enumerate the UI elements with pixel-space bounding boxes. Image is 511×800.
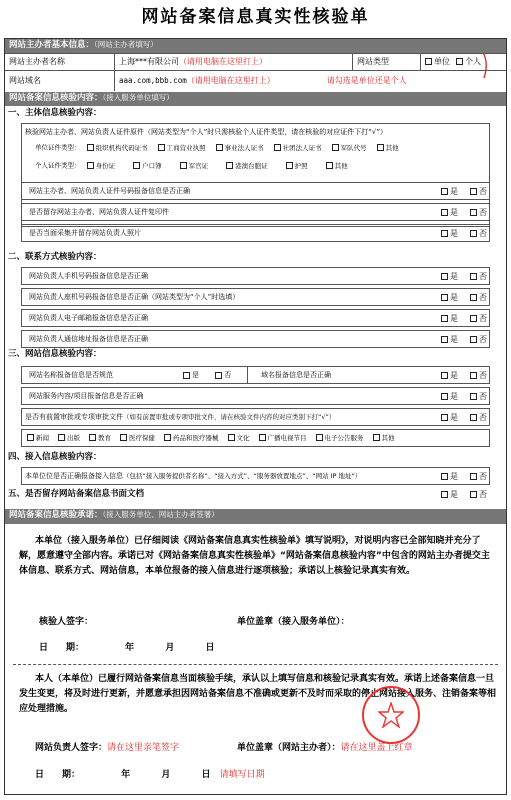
person-cert-label: 个人证件类型：: [35, 161, 81, 170]
option-label: 文化: [236, 433, 250, 442]
checkbox-icon: [332, 144, 339, 151]
option[interactable]: [470, 314, 487, 323]
option-label: 军队代号: [340, 143, 367, 152]
band-note: （接入服务单位、网站主办者签署）: [102, 510, 219, 519]
site-type-person[interactable]: [456, 57, 481, 66]
checkbox-icon: [470, 188, 477, 195]
option-label: 否: [479, 187, 487, 196]
band-note: （接入服务单位填写）: [102, 93, 174, 102]
option-label: 军官证: [188, 161, 209, 170]
checkbox-icon: [470, 273, 477, 280]
option-label: 医疗保健: [129, 433, 155, 442]
option[interactable]: [87, 162, 116, 170]
checkbox-icon: [441, 273, 448, 280]
website-heading: 三、网站信息核验内容：: [8, 349, 102, 359]
access-label: 本单位位是否正确报备接入信息: [25, 472, 123, 480]
option-label: 否: [479, 208, 487, 217]
checkbox-icon: [470, 393, 477, 400]
item-label: 是否留存网站主办者、网站负责人证件复印件: [29, 208, 169, 216]
band-label: 网站备案信息核验承诺：: [9, 510, 103, 520]
option[interactable]: [274, 144, 322, 152]
yes-no-choice[interactable]: [441, 272, 487, 281]
checkbox-icon: [470, 414, 477, 421]
checkbox-icon: [456, 58, 463, 65]
checkbox-icon: [441, 414, 448, 421]
site-type-check-hint: 请勾选是单位还是个人: [326, 76, 407, 86]
option-label: 否: [479, 335, 487, 344]
sponsor-name-field[interactable]: [115, 54, 353, 70]
category-options: [27, 434, 395, 442]
checkbox-icon: [183, 372, 190, 379]
option-label: 教育: [98, 433, 111, 442]
option[interactable]: [470, 293, 487, 302]
sponsor-info-band: [5, 39, 506, 53]
option[interactable]: [470, 229, 487, 238]
checkbox-icon: [228, 434, 235, 441]
option-label: 是: [450, 293, 458, 302]
month-label: 月: [165, 643, 175, 653]
yes-no-choice[interactable]: [441, 208, 487, 217]
option[interactable]: [216, 144, 264, 152]
option[interactable]: [441, 229, 458, 238]
option[interactable]: [441, 293, 458, 302]
site-type-label: 网站类型: [353, 54, 421, 70]
option-label: 是: [450, 335, 458, 344]
checkbox-icon: [470, 372, 477, 379]
month-label: 月: [161, 770, 171, 780]
option-label: 护照: [294, 161, 308, 170]
option-label: 是: [450, 187, 458, 196]
checkbox-icon: [441, 393, 448, 400]
option[interactable]: [226, 162, 268, 170]
service-yn[interactable]: [441, 392, 487, 401]
option-label: 身份证: [95, 161, 116, 170]
option-label: 药品和医疗器械: [173, 433, 219, 442]
site-type-unit[interactable]: [425, 57, 450, 66]
option-label: 否: [479, 229, 487, 238]
no-label: 否: [479, 472, 487, 481]
yes-no-choice[interactable]: [441, 314, 487, 323]
option[interactable]: [259, 434, 307, 442]
item-label: 网站负责人通信地址报备信息是否正确: [29, 335, 148, 343]
checkbox-icon: [470, 336, 477, 343]
option[interactable]: [164, 434, 219, 442]
yes-label: 是: [450, 392, 458, 401]
checkbox-icon: [373, 434, 380, 441]
unit-cert-options: [83, 144, 399, 152]
option-label: 事业法人证书: [224, 143, 264, 152]
option[interactable]: [332, 144, 367, 152]
checkbox-icon: [27, 434, 34, 441]
checkbox-icon: [377, 144, 384, 151]
dashed-separator: [13, 664, 498, 665]
yes-label: 是: [450, 472, 458, 481]
band-label: 网站备案信息核验内容：: [9, 93, 103, 103]
option-label: 其他: [334, 161, 348, 170]
no-label: 否: [479, 392, 487, 401]
domain-row: [5, 70, 506, 91]
yes-label: 是: [450, 371, 458, 380]
subject-heading: 一、主体信息核验内容：: [8, 108, 102, 118]
promise-band: [5, 509, 506, 524]
sponsor-promise: 本人（本单位）已履行网站备案信息当面核验手续，承认以上填写信息和核验记录真实有效。承诺上述备案信息一旦发生变更，将及时进行更新，并愿意承担因网站备案信息不准确或更新不及时而采取的停止网站接入服务、注销备案等相应处理措施。: [19, 674, 497, 714]
verification-content-band: [5, 92, 506, 106]
item-label: 网站主办者、网站负责人证件号码报备信息是否正确: [29, 187, 190, 195]
checkbox-icon: [326, 162, 333, 169]
option-label: 组织机构代码证书: [95, 143, 148, 152]
date-label: 日 期：: [39, 643, 85, 653]
approval-yn[interactable]: [441, 413, 487, 422]
sig1-date-row: [39, 643, 214, 653]
option-label: 否: [479, 272, 487, 281]
sponsor-seal-label: 单位盖章（网站主办者）：: [237, 743, 341, 753]
sponsor-seal-row[interactable]: [237, 743, 413, 753]
no-label: 否: [224, 371, 232, 379]
option-label: 否: [479, 314, 487, 323]
yes-label: 是: [450, 413, 458, 422]
checkbox-icon: [87, 162, 94, 169]
option-label: 是: [450, 208, 458, 217]
checkbox-icon: [259, 434, 266, 441]
page-title: 网站备案信息真实性核验单: [141, 7, 370, 27]
sponsor-name-label: 网站主办者名称: [5, 54, 115, 70]
access-yn[interactable]: [441, 472, 487, 481]
checkbox-icon: [470, 315, 477, 322]
domain-field[interactable]: [115, 71, 506, 91]
band-note: （网站主办者填写）: [94, 40, 158, 49]
year-label: 年: [125, 643, 135, 653]
subject-intro: 核验网站主办者、网站负责人证件原件（网站类型为“个人”时只需核验个人证件类型，请在核验的对应证件下打“√”）: [25, 128, 387, 136]
sponsor-seal-hint: 请在这里盖上红章: [340, 743, 413, 753]
option-label: 出版: [67, 433, 80, 442]
checkbox-icon: [164, 434, 171, 441]
paper-heading: 五、是否留存网站备案信息书面文档: [8, 489, 145, 499]
option[interactable]: [180, 162, 209, 170]
day-label: 日: [201, 770, 211, 780]
approval-label: 是否有前置审批或专项审批文件: [25, 413, 123, 421]
option-label: 户口簿: [142, 161, 162, 170]
checkbox-icon: [441, 294, 448, 301]
access-item: [25, 472, 361, 480]
checkbox-icon: [215, 372, 222, 379]
contact-heading: 二、联系方式核验内容：: [8, 252, 102, 262]
checkbox-icon: [441, 336, 448, 343]
option[interactable]: [120, 434, 155, 442]
option-label: 是: [450, 272, 458, 281]
checkbox-icon: [58, 434, 65, 441]
option-label: 电子公告服务: [324, 433, 364, 442]
option[interactable]: [470, 187, 487, 196]
access-provider-promise: 本单位（接入服务单位）已仔细阅读《网站备案信息真实性核验单》填写说明》，对说明内容已全部知晓并充分了解，愿意遵守全部内容。承诺已对《网站备案信息真实性核验单》“网站备案信息核验内容”中包含的网站主办者提交主体信息、联系方式、网站信息，本单位报备的接入信息进行逐项核验；承诺以上核验记录真实有效。: [19, 536, 490, 576]
access-heading: 四、接入信息核验内容：: [8, 452, 102, 462]
checkbox-icon: [441, 473, 448, 480]
option-label: 新闻: [36, 433, 49, 442]
checkbox-icon: [226, 162, 233, 169]
yes-label: 是: [192, 371, 199, 379]
option[interactable]: [89, 434, 111, 442]
option[interactable]: [158, 144, 206, 152]
approval-note: （如有前置审批或专项审批文件，请在核验文件内容的对应类别下打“√”）: [123, 413, 336, 421]
owner-signature-row[interactable]: [35, 743, 179, 753]
option-label: 工商营业执照: [166, 143, 206, 152]
item-label: 网站负责人电子邮箱报备信息是否正确: [29, 314, 148, 322]
item-label: 网站负责人座机号码报备信息是否正确（网站类型为“个人”时选填）: [29, 293, 240, 301]
checkbox-icon: [441, 491, 448, 498]
checkbox-icon: [316, 434, 323, 441]
checkbox-icon: [470, 473, 477, 480]
checkbox-icon: [441, 209, 448, 216]
checker-signature-label: 核验人签字：: [39, 617, 94, 627]
checkbox-icon: [470, 209, 477, 216]
option-label: 广播电视节目: [267, 433, 307, 442]
option[interactable]: [316, 434, 364, 442]
option-label: 是: [450, 314, 458, 323]
option[interactable]: [373, 434, 395, 442]
domain-yn[interactable]: [441, 371, 487, 380]
yes-no-choice[interactable]: [441, 187, 487, 196]
date-hint: 请填写日期: [219, 770, 265, 780]
no-label: 否: [479, 371, 487, 380]
yes-no-choice[interactable]: [441, 293, 487, 302]
checkbox-icon: [425, 58, 432, 65]
option[interactable]: [470, 272, 487, 281]
day-label: 日: [205, 643, 215, 653]
checkbox-icon: [216, 144, 223, 151]
unit-cert-label: 单位证件类型：: [35, 143, 81, 152]
site-type-options: [421, 54, 506, 70]
no-label: 否: [479, 490, 487, 499]
approval-item: [25, 413, 335, 421]
year-label: 年: [121, 770, 131, 780]
yes-label: 是: [450, 490, 458, 499]
option[interactable]: [470, 335, 487, 344]
option[interactable]: [470, 208, 487, 217]
paper-yn[interactable]: [441, 490, 487, 499]
yes-no-choice[interactable]: [441, 335, 487, 344]
checkbox-icon: [441, 188, 448, 195]
option[interactable]: [228, 434, 250, 442]
sig2-date-row[interactable]: [35, 770, 265, 780]
person-cert-options: [83, 162, 348, 170]
checkbox-icon: [441, 315, 448, 322]
access-note: （包括“接入服务提供者名称”、“接入方式”、“服务器放置地点”、“网站 IP 地址”）: [123, 472, 362, 480]
yes-no-choice[interactable]: [441, 229, 487, 238]
sponsor-name-row: [5, 53, 506, 70]
option[interactable]: [441, 208, 458, 217]
checkbox-icon: [274, 144, 281, 151]
checkbox-icon: [120, 434, 127, 441]
option[interactable]: [286, 162, 308, 170]
option-label: 其他: [385, 143, 399, 152]
option[interactable]: [441, 335, 458, 344]
divider: [247, 366, 248, 384]
checkbox-icon: [470, 294, 477, 301]
option-label: 否: [479, 293, 487, 302]
option[interactable]: [133, 162, 162, 170]
company-seal: [362, 686, 420, 744]
option-label: 单位: [434, 57, 450, 67]
domain-value: aaa.com,bbb.com: [119, 75, 187, 85]
checkbox-icon: [158, 144, 165, 151]
domain-label: 网站域名: [5, 71, 115, 91]
option-label: 社团法人证书: [282, 143, 322, 152]
option-label: 港澳台胞证: [235, 161, 268, 170]
checkbox-icon: [470, 491, 477, 498]
checkbox-icon: [441, 372, 448, 379]
sponsor-name-value: 上海***有限公司: [119, 57, 179, 67]
checkbox-icon: [441, 230, 448, 237]
option-label: 个人: [465, 57, 481, 67]
sponsor-name-hint: （请用电脑在这里打上）: [179, 57, 267, 67]
checkbox-icon: [89, 434, 96, 441]
domain-item: 域名报备信息是否正确: [261, 371, 331, 379]
band-label: 网站主办者基本信息：: [9, 40, 95, 50]
option[interactable]: [326, 162, 348, 170]
no-label: 否: [479, 413, 487, 422]
option[interactable]: [441, 187, 458, 196]
unit-cert-row: [35, 144, 399, 152]
checkbox-icon: [87, 144, 94, 151]
item-label: 是否当面采集并留存网站负责人照片: [29, 229, 141, 237]
domain-hint: （请用电脑在这里打上）: [186, 76, 275, 86]
checkbox-icon: [286, 162, 293, 169]
option-label: 其他: [381, 433, 395, 442]
checkbox-icon: [180, 162, 187, 169]
option[interactable]: [27, 434, 49, 442]
option[interactable]: [441, 314, 458, 323]
verification-form: [4, 38, 507, 795]
website-name-item: 网站名称报备信息是否规范: [29, 371, 113, 379]
owner-signature-label: 网站负责人签字：: [35, 743, 108, 753]
website-name-yn[interactable]: [183, 371, 231, 379]
checkbox-icon: [470, 230, 477, 237]
provider-seal-label: 单位盖章（接入服务单位）：: [237, 617, 350, 627]
option[interactable]: [87, 144, 148, 152]
item-label: 网站负责人手机号码报备信息是否正确: [29, 272, 148, 280]
seal-star-icon: [378, 702, 404, 728]
person-cert-row: [35, 162, 348, 170]
owner-signature-hint: 请在这里亲笔签字: [107, 743, 180, 753]
option[interactable]: [58, 434, 80, 442]
option[interactable]: [441, 272, 458, 281]
option[interactable]: [377, 144, 399, 152]
checkbox-icon: [133, 162, 140, 169]
option-label: 是: [450, 229, 458, 238]
service-item: 网站服务内容/项目报备信息是否正确: [29, 392, 144, 400]
date-label: 日 期：: [35, 770, 81, 780]
